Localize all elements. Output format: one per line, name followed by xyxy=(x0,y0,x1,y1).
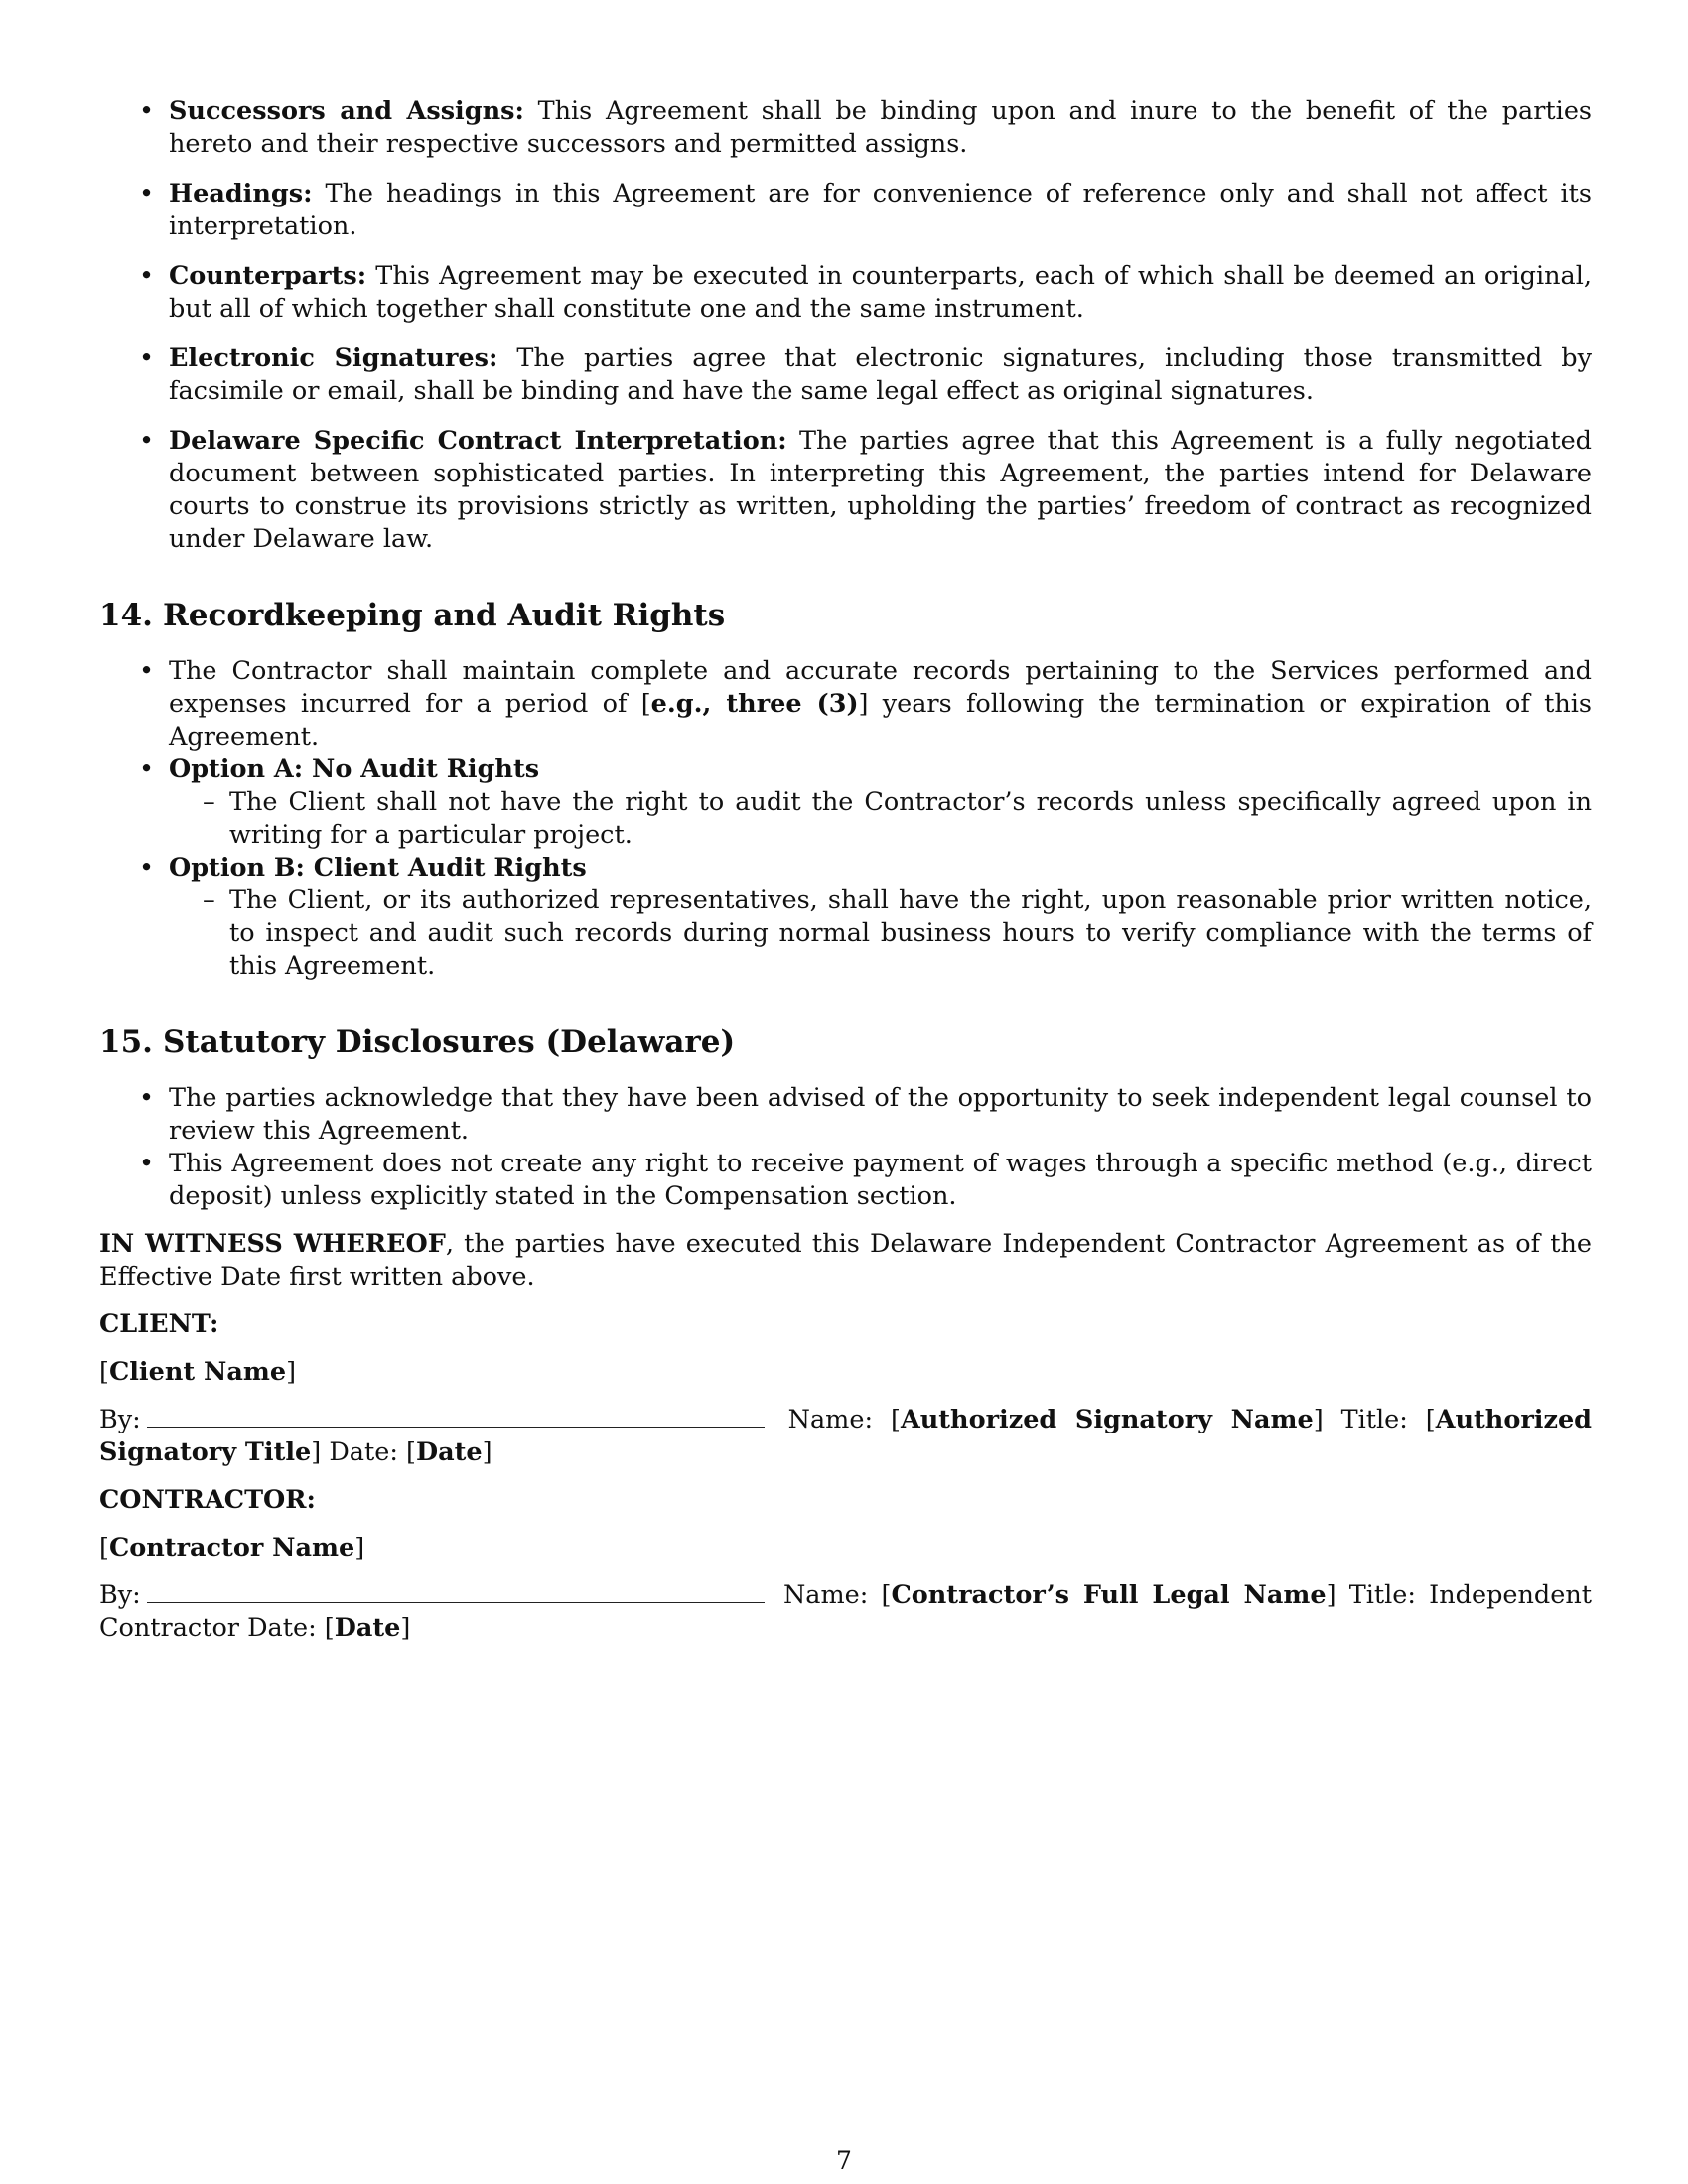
list-item xyxy=(99,95,1592,161)
client-name-line: [Client Name] xyxy=(99,1357,297,1387)
contractor-heading-text: CONTRACTOR: xyxy=(99,1485,316,1515)
document-page xyxy=(99,95,1592,1660)
witness-lead: IN WITNESS WHEREOF xyxy=(99,1229,446,1259)
clause-term: Counterparts: xyxy=(169,261,367,291)
clause-text: This Agreement may be executed in counterparts, each of which shall be deemed an original, but all of which together shall constitute one and the same instrument. xyxy=(169,261,1592,324)
clause-term: Delaware Specific Contract Interpretation: xyxy=(169,426,787,456)
title-label: Title: xyxy=(1340,1405,1408,1434)
witness-paragraph xyxy=(99,1228,1592,1294)
by-label: By: xyxy=(99,1580,141,1610)
clause-term: Electronic Signatures: xyxy=(169,343,498,373)
section-title: Recordkeeping and Audit Rights xyxy=(163,598,726,633)
list-item xyxy=(99,753,1592,852)
option-a-sublist xyxy=(169,786,1592,852)
list-item xyxy=(99,655,1592,753)
clause-text: The parties agree that electronic signatures, including those transmitted by facsimile or email, shall be binding and have the same legal effect as original signatures. xyxy=(169,343,1593,406)
list-item xyxy=(99,342,1592,408)
list-item xyxy=(99,178,1592,243)
records-text-end: ] years following the termination or expiration of this Agreement. xyxy=(169,689,1592,751)
client-name: Client Name xyxy=(108,1357,287,1387)
contractor-signature-line[interactable] xyxy=(147,1580,765,1603)
contractor-name: Contractor Name xyxy=(108,1533,355,1563)
clause-text: The headings in this Agreement are for convenience of reference only and shall not affect its interpretation. xyxy=(169,179,1592,241)
contractor-heading xyxy=(99,1484,1592,1517)
section-number: 14. xyxy=(99,598,153,633)
title-label: Title: xyxy=(1348,1580,1416,1610)
clause-text: This Agreement shall be binding upon and inure to the benefit of the parties hereto and their respective successors and permitted assigns. xyxy=(169,96,1592,159)
section-15-heading xyxy=(99,1024,1592,1060)
witness-text: , the parties have executed this Delaware Independent Contractor Agreement as of the Effective Date first written above. xyxy=(99,1229,1592,1292)
name-label: Name: xyxy=(782,1580,869,1610)
records-period: e.g., three (3) xyxy=(650,689,859,719)
page-number: 7 xyxy=(836,2146,852,2175)
list-item xyxy=(99,260,1592,326)
clause-term: Successors and Assigns: xyxy=(169,96,524,126)
option-b-text: – The Client, or its authorized representatives, shall have the right, upon reasonable prior written notice, to inspect and audit such records during normal business hours to verify compliance with the terms of this Agreement. xyxy=(169,885,1592,983)
contractor-signatory: Contractor’s Full Legal Name xyxy=(891,1580,1327,1610)
section-14-heading xyxy=(99,598,1592,633)
client-heading-text: CLIENT: xyxy=(99,1309,219,1339)
date-label: Date: xyxy=(247,1613,317,1643)
option-a-text: – The Client shall not have the right to audit the Contractor’s records unless specifically agreed upon in writing for a particular project. xyxy=(169,786,1592,852)
name-label: Name: xyxy=(787,1405,874,1434)
section-14-list xyxy=(99,655,1592,983)
section-number: 15. xyxy=(99,1024,153,1060)
section-15-list xyxy=(99,1082,1592,1213)
contractor-date: Date xyxy=(334,1613,401,1643)
client-title: Authorized Signatory Title xyxy=(99,1405,1593,1467)
client-signature-line[interactable] xyxy=(147,1405,765,1428)
list-item: • The parties acknowledge that they have been advised of the opportunity to seek independent legal counsel to review this Agreement. xyxy=(99,1082,1592,1148)
by-label: By: xyxy=(99,1405,141,1434)
records-text: The Contractor shall maintain complete and accurate records pertaining to the Services performed and expenses incurred for a period of [ xyxy=(169,656,1592,719)
clause-term: Headings: xyxy=(169,179,313,208)
client-signature-block: By: Name: [Authorized Signatory Name] Title: [Authorized Signatory Title] Date: [Date] xyxy=(99,1405,1593,1467)
contractor-signature-block: By: Name: [Contractor’s Full Legal Name] Title: Independent Contractor Date: [Date] xyxy=(99,1580,1592,1643)
client-signatory: Authorized Signatory Name xyxy=(900,1405,1314,1434)
boilerplate-list xyxy=(99,95,1592,556)
section-title: Statutory Disclosures (Delaware) xyxy=(163,1024,736,1060)
client-date: Date xyxy=(415,1437,483,1467)
option-b-sublist xyxy=(169,885,1592,983)
date-label: Date: xyxy=(329,1437,398,1467)
list-item xyxy=(99,852,1592,983)
contractor-title: Independent Contractor xyxy=(99,1580,1592,1643)
clause-text: The parties agree that this Agreement is a fully negotiated document between sophisticated parties. In interpreting this Agreement, the parties intend for Delaware courts to construe its provisions strictly as written, upholding the parties’ freedom of contract as recognized under Delaware law. xyxy=(169,426,1592,554)
list-item xyxy=(99,425,1592,556)
contractor-name-line: [Contractor Name] xyxy=(99,1533,365,1563)
list-item: • This Agreement does not create any right to receive payment of wages through a specific method (e.g., direct deposit) unless explicitly stated in the Compensation section. xyxy=(99,1148,1592,1213)
client-heading xyxy=(99,1308,1592,1341)
option-b-title: Option B: Client Audit Rights xyxy=(169,853,587,883)
option-a-title: Option A: No Audit Rights xyxy=(169,754,540,784)
